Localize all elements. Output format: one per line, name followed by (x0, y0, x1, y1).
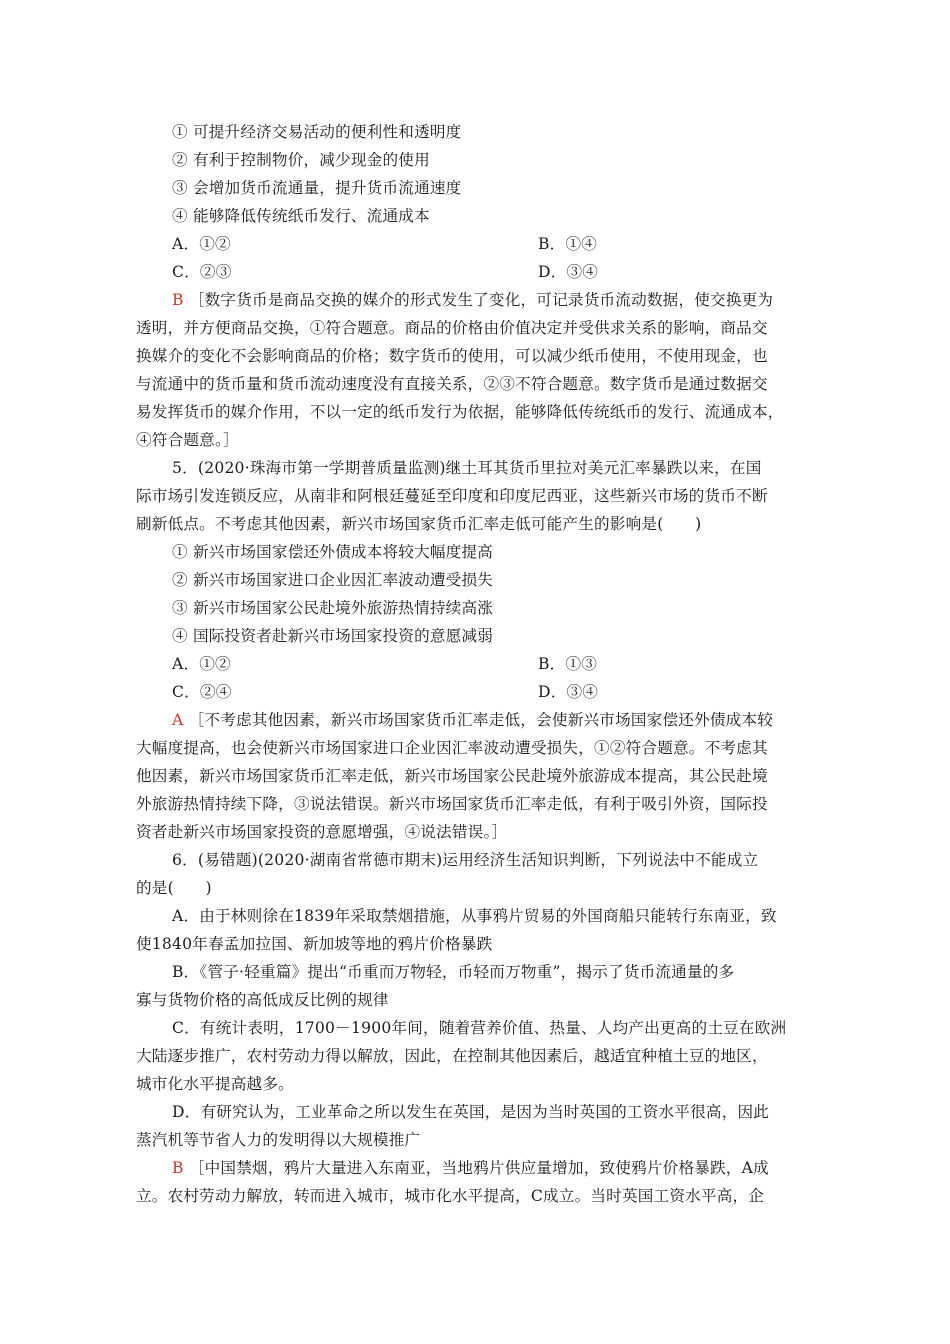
q4-explanation-line-2: 透明，并方便商品交换，①符合题意。商品的价格由价值决定并受供求关系的影响，商品交 (136, 319, 768, 337)
q4-option-4: ④ 能够降低传统纸币发行、流通成本 (172, 207, 430, 225)
q4-option-3: ③ 会增加货币流通量，提升货币流通速度 (172, 179, 462, 197)
q5-stem-line-2: 际市场引发连锁反应，从南非和阿根廷蔓延至印度和印度尼西亚，这些新兴市场的货币不断 (136, 487, 768, 505)
q6-option-a-line-1: A．由于林则徐在1839年采取禁烟措施，从事鸦片贸易的外国商船只能转行东南亚，致 (172, 907, 777, 925)
q6-option-c-line-3: 城市化水平提高越多。 (136, 1075, 294, 1093)
q6-option-b-line-2: 寡与货物价格的高低成反比例的规律 (136, 991, 389, 1009)
q5-choice-d: D．③④ (538, 683, 599, 701)
q5-explanation-text: ［不考虑其他因素，新兴市场国家货币汇率走低，会使新兴市场国家偿还外债成本较 (188, 711, 774, 729)
q5-answer-letter: A (172, 711, 184, 729)
q5-stem-line-3: 刷新低点。不考虑其他因素，新兴市场国家货币汇率走低可能产生的影响是( ) (136, 515, 702, 533)
q5-option-3: ③ 新兴市场国家公民赴境外旅游热情持续高涨 (172, 599, 494, 617)
q4-option-1: ① 可提升经济交易活动的便利性和透明度 (172, 123, 462, 141)
q5-option-1: ① 新兴市场国家偿还外债成本将较大幅度提高 (172, 543, 494, 561)
q6-stem-line-2: 的是( ) (136, 879, 212, 897)
q4-explanation-line-1 (172, 290, 773, 310)
q6-option-a-line-2: 使1840年春孟加拉国、新加坡等地的鸦片价格暴跌 (136, 935, 493, 953)
q4-explanation-line-5: 易发挥货币的媒介作用，不以一定的纸币发行为依据，能够降低传统纸币的发行、流通成本， (136, 403, 784, 421)
q5-explanation-line-4: 外旅游热情持续下降，③说法错误。新兴市场国家货币汇率走低，有利于吸引外资，国际投 (136, 795, 768, 813)
q6-option-d-line-2: 蒸汽机等节省人力的发明得以大规模推广 (136, 1131, 421, 1149)
q5-option-2: ② 新兴市场国家进口企业因汇率波动遭受损失 (172, 571, 494, 589)
q6-explanation-line-1 (172, 1158, 769, 1178)
q6-stem-line-1: 6．(易错题)(2020·湖南省常德市期末)运用经济生活知识判断，下列说法中不能成立 (172, 851, 759, 869)
q5-choice-b: B．①③ (538, 655, 598, 673)
q4-explanation-line-4: 与流通中的货币量和货币流动速度没有直接关系，②③不符合题意。数字货币是通过数据交 (136, 375, 768, 393)
q6-explanation-text: ［中国禁烟，鸦片大量进入东南亚，当地鸦片供应量增加，致使鸦片价格暴跌，A成 (188, 1159, 769, 1177)
q5-choice-a: A．①② (172, 655, 231, 673)
q4-option-2: ② 有利于控制物价，减少现金的使用 (172, 151, 430, 169)
q4-choice-a: A．①② (172, 235, 231, 253)
q5-explanation-line-5: 资者赴新兴市场国家投资的意愿增强，④说法错误。］ (136, 823, 508, 841)
q5-explanation-line-2: 大幅度提高，也会使新兴市场国家进口企业因汇率波动遭受损失，①②符合题意。不考虑其 (136, 739, 768, 757)
q4-choice-d: D．③④ (538, 263, 599, 281)
q5-stem-line-1: 5．(2020·珠海市第一学期普质量监测)继土耳其货币里拉对美元汇率暴跌以来，在国 (172, 459, 762, 477)
q4-explanation-line-3: 换媒介的变化不会影响商品的价格；数字货币的使用，可以减少纸币使用，不使用现金，也 (136, 347, 768, 365)
q5-option-4: ④ 国际投资者赴新兴市场国家投资的意愿减弱 (172, 627, 494, 645)
q4-explanation-line-6: ④符合题意。］ (136, 431, 239, 449)
q6-option-c-line-2: 大陆逐步推广，农村劳动力得以解放，因此，在控制其他因素后，越适宜种植土豆的地区， (136, 1047, 768, 1065)
q6-answer-letter: B (172, 1159, 184, 1177)
q6-option-c-line-1: C．有统计表明，1700－1900年间，随着营养价值、热量、人均产出更高的土豆在欧洲 (172, 1019, 787, 1037)
q6-option-b-line-1: B．《管子·轻重篇》提出“币重而万物轻，币轻而万物重”，揭示了货币流通量的多 (172, 963, 735, 981)
q5-explanation-line-3: 他因素，新兴市场国家货币汇率走低，新兴市场国家公民赴境外旅游成本提高，其公民赴境 (136, 767, 768, 785)
q4-explanation-text: ［数字货币是商品交换的媒介的形式发生了变化，可记录货币流动数据，使交换更为 (188, 291, 774, 309)
q6-option-d-line-1: D．有研究认为，工业革命之所以发生在英国，是因为当时英国的工资水平很高，因此 (172, 1103, 770, 1121)
q5-choice-c: C．②④ (172, 683, 232, 701)
q4-choice-b: B．①④ (538, 235, 598, 253)
q5-explanation-line-1 (172, 710, 773, 730)
q4-answer-letter: B (172, 291, 184, 309)
q4-choice-c: C．②③ (172, 263, 232, 281)
q6-explanation-line-2: 立。农村劳动力解放，转而进入城市，城市化水平提高，C成立。当时英国工资水平高，企 (136, 1187, 765, 1205)
